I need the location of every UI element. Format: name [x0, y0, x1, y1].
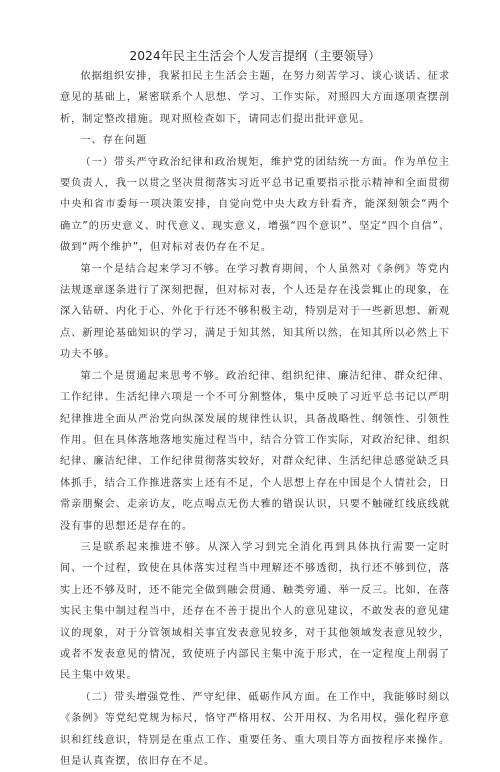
paragraph-intro: 依据组织安排，我紧扣民主生活会主题，在努力刻苦学习、谈心谈话、征求意见的基础上，紧密联系个人思想、学习、工作实际，对照四大方面逐项查摆剖析，制定整改措施。现对照检查如下，请同志们提出批评意见。	[60, 71, 450, 125]
section-heading-problems: 一、存在问题	[80, 135, 147, 147]
paragraph-political-discipline: （一）带头严守政治纪律和政治规矩，维护党的团结统一方面。作为单位主要负责人，我一以贯之坚决贯彻落实习近平总书记重要指示批示精神和全面贯彻中央和省市委每一项决策安排，自觉向党中央大政方针看齐，能深刻领会“两个确立”的历史意义、时代意义、现实意义，增强“四个意识”、坚定“四个自信”、做到“两个维护”，但对标对表仍存在不足。	[60, 156, 450, 254]
paragraph-third-point: 三是联系起来推进不够。从深入学习到完全消化再到具体执行需要一定时间、一个过程，致使在具体落实过程当中理解还不够透彻，执行还不够到位，落实上还不够及时，还不能完全做到融会贯通、触类旁通、举一反三。比如，在落实民主集中制过程当中，还存在不善于提出个人的意见建议，不敢发表的意见建议的现象，对于分管领域相关事宜发表意见较多，对于其他领域发表意见较少，或者不发表意见的情况，致使班子内部民主集中流于形式，在一定程度上削弱了民主集中效果。	[60, 541, 450, 682]
paragraph-party-spirit: （二）带头增强党性、严守纪律、砥砺作风方面。在工作中，我能够时刻以《条例》等党纪党规为标尺，恪守严格用权、公开用权、为名用权，强化程序意识和红线意识，特别是在重点工作、重要任务、重大项目等方面按程序来操作。但是认真查摆，依旧存在不足。	[60, 691, 450, 767]
document-title: 2024年民主生活会个人发言提纲（主要领导）	[129, 49, 381, 63]
paragraph-second-point: 第二个是贯通起来思考不够。政治纪律、组织纪律、廉洁纪律、群众纪律、工作纪律、生活纪律六项是一个不可分割整体，集中反映了习近平总书记以严明纪律推进全面从严治党向纵深发展的规律性认识，具备战略性、纲领性、引领性作用。但在具体落地落地实施过程当中，结合分管工作实际，对政治纪律、组织纪律、廉洁纪律、工作纪律贯彻落实较好，对群众纪律、生活纪律总感觉缺乏具体抓手，结合工作推进落实上还有不足，个人思想上存在中国是个人情社会，日常亲朋聚会、走亲访友，吃点喝点无伤大雅的错误认识，只要不触碰红线底线就没有事的思想还是存在的。	[60, 370, 450, 532]
paragraph-first-point: 第一个是结合起来学习不够。在学习教育期间，个人虽然对《条例》等党内法规逐章逐条进行了深刻把握，但对标对表，个人还是存在浅尝辄止的现象，在深入钻研、内化于心、外化于行还不够积极主动，特别是对于一些新思想、新观点、新理论基础知识的学习，满足于知其然，知其所以然，在知其所以必然上下功夫不够。	[60, 263, 450, 361]
